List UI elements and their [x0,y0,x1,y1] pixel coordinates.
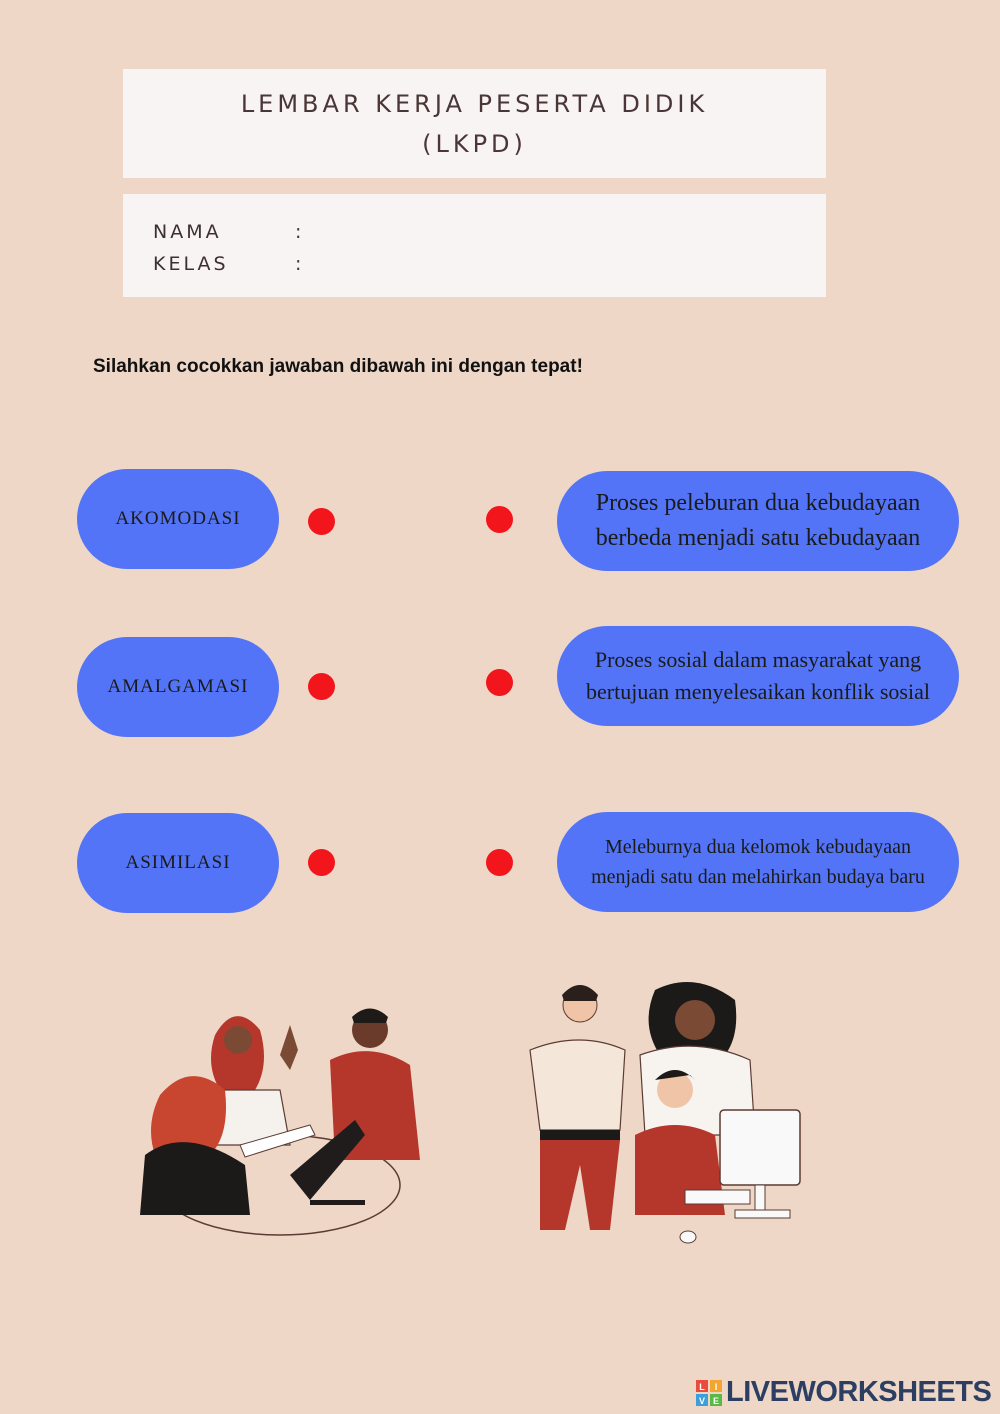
term-asimilasi [77,813,279,913]
definition-line: Meleburnya dua kelomok kebudayaan [604,836,911,858]
class-separator: : [295,253,305,275]
definition-2 [557,626,959,726]
term-amalgamasi [77,637,279,737]
name-label: NAMA [153,221,222,243]
definition-line: Proses peleburan dua kebudayaan [595,490,921,516]
brand-logo [696,1376,991,1409]
title-box [123,69,826,178]
page-title-line2: (LKPD) [422,129,527,158]
term-label: AMALGAMASI [107,676,249,697]
definition-dot-2[interactable] [486,669,513,696]
term-akomodasi [77,469,279,569]
team-computer-illustration [510,975,810,1255]
logo-letter: L [699,1381,705,1392]
definition-dot-1[interactable] [486,506,513,533]
name-row [153,216,826,248]
term-dot-2[interactable] [308,673,335,700]
logo-letter: V [698,1395,706,1406]
definition-3 [557,812,959,912]
page-title-line1: LEMBAR KERJA PESERTA DIDIK [240,89,709,118]
term-dot-3[interactable] [308,849,335,876]
instruction-text: Silahkan cocokkan jawaban dibawah ini dengan tepat! [93,356,583,377]
definition-dot-3[interactable] [486,849,513,876]
term-label: ASIMILASI [125,852,231,873]
term-dot-1[interactable] [308,508,335,535]
definition-1 [557,471,959,571]
definition-line: bertujuan menyelesaikan konflik sosial [586,679,930,704]
name-separator: : [295,221,305,243]
student-info-box [123,194,826,297]
class-row [153,248,826,280]
definition-line: Proses sosial dalam masyarakat yang [594,647,922,672]
logo-letter: I [714,1381,718,1392]
term-label: AKOMODASI [115,508,241,529]
class-label: KELAS [153,253,229,275]
definition-line: menjadi satu dan melahirkan budaya baru [591,866,925,888]
meeting-illustration [130,995,430,1245]
liveworksheets-logo-icon [696,1380,722,1406]
logo-letter: E [712,1395,720,1406]
definition-line: berbeda menjadi satu kebudayaan [595,525,921,551]
brand-text: LIVEWORKSHEETS [726,1376,992,1408]
